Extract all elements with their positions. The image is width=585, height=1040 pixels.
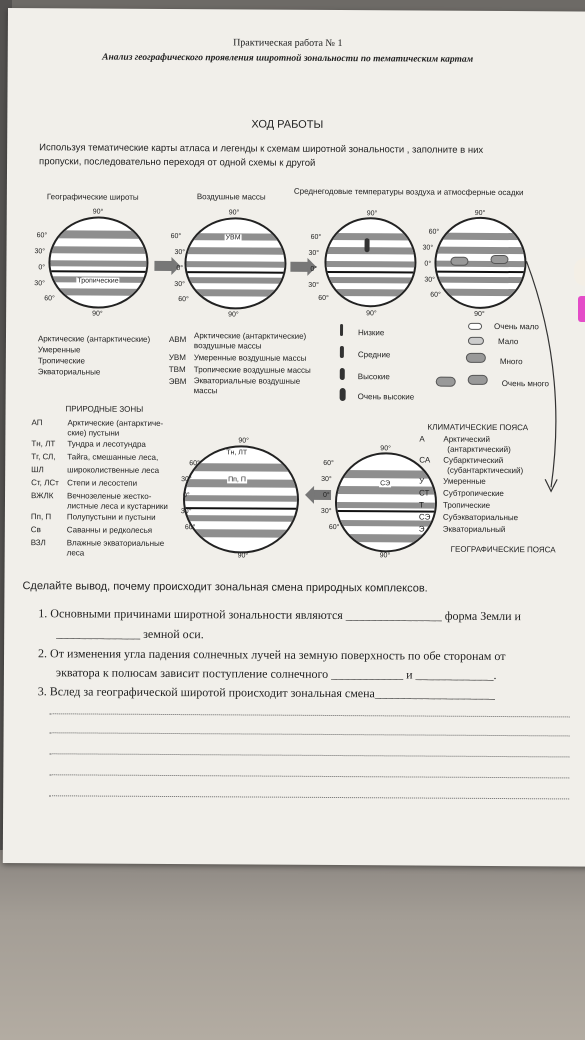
nature-zone-text: Арктические (антарктиче- (67, 418, 164, 428)
nature-zone-code: Ст, ЛСт (31, 478, 59, 488)
g3-lat-90-bottom: 90° (366, 310, 377, 318)
thermometer-icon (365, 238, 370, 252)
g1-lat-90-bottom: 90° (92, 310, 103, 318)
climate-belt-text: Умеренные (443, 476, 486, 486)
legend-lat-temperate: Умеренные (37, 345, 81, 355)
climate-belt-text: Арктический (443, 434, 490, 444)
climate-belt-text: Субтропические (443, 488, 504, 499)
arrow-right-2 (290, 262, 308, 272)
answer-line[interactable] (50, 732, 570, 736)
tn-lt-label: Тн, ЛТ (226, 449, 248, 457)
nature-zone-code: Св (30, 525, 41, 535)
g2-lat-0: 0° (176, 265, 184, 273)
g6-lat-30s: 30° (320, 507, 332, 515)
g3-lat-90-top: 90° (366, 210, 378, 218)
climate-belts-title: КЛИМАТИЧЕСКИЕ ПОЯСА (427, 422, 529, 433)
g2-lat-90-bottom: 90° (228, 311, 239, 319)
legend-precip-very-little: Очень мало (494, 321, 539, 332)
pink-object (578, 296, 585, 322)
g4-lat-30: 30° (422, 244, 434, 252)
cloud-icon (450, 257, 468, 266)
cloud-very-much-icon (468, 375, 488, 385)
nature-zone-text: Влажные экваториальные (66, 538, 165, 548)
climate-belt-code: А (419, 434, 425, 444)
nature-zone-text: листные леса и кустарники (66, 501, 168, 511)
g1-lat-60s: 60° (44, 295, 55, 303)
g6-lat-60s: 60° (328, 523, 340, 532)
g6-lat-0: 0° (323, 491, 330, 499)
g1-lat-0: 0° (38, 264, 46, 272)
worksheet-page (3, 8, 585, 867)
g3-lat-30: 30° (308, 249, 320, 257)
legend-precip-much: Много (499, 357, 523, 367)
climate-belt-code: У (419, 476, 425, 486)
worksheet-title: Анализ географического проявления широтной зональности по тематическим картам (102, 52, 474, 65)
nature-zone-text: Саванны и редколесья (66, 525, 153, 535)
g3-lat-60: 60° (310, 233, 322, 241)
legend-air-code-tvm: ТВМ (168, 364, 186, 375)
legend-air-text2-evm: массы (193, 386, 218, 396)
geo-belts-title: ГЕОГРАФИЧЕСКИЕ ПОЯСА (450, 544, 556, 555)
nature-zone-text: ские) пустыни (67, 428, 120, 438)
g1-lat-30s: 30° (34, 280, 45, 288)
g2-lat-60: 60° (170, 232, 182, 241)
g5-lat-0: 0° (183, 492, 190, 500)
legend-lat-equatorial: Экваториальные (37, 367, 101, 377)
g4-lat-0: 0° (424, 260, 432, 268)
g3-lat-30s: 30° (308, 281, 319, 289)
legend-lat-arctic: Арктические (антарктические) (37, 334, 151, 344)
nature-zone-code: ШЛ (31, 465, 44, 475)
g5-lat-30: 30° (181, 476, 192, 484)
cloud-very-little-icon (468, 323, 482, 330)
climate-belt-code: СА (419, 455, 431, 465)
legend-temp-medium: Средние (357, 350, 391, 360)
answer-line[interactable] (49, 774, 569, 778)
g5-lat-60s: 60° (184, 524, 196, 532)
instruction-line-1: Используя тематические карты атласа и легенды к схемам широтной зональности , заполните в них (39, 142, 484, 156)
g6-lat-30: 30° (321, 475, 332, 483)
climate-belt-code: Т (418, 500, 424, 510)
pp-label: Пп, П (228, 476, 246, 484)
scheme-3-title: Среднегодовые температуры воздуха и атмосферные осадки (293, 186, 524, 198)
nature-zones-title: ПРИРОДНЫЕ ЗОНЫ (65, 404, 144, 414)
g5-lat-30s: 30° (180, 508, 192, 516)
legend-air-code-evm: ЭВМ (168, 376, 187, 387)
legend-air-text-avm: Арктические (антарктические) (193, 331, 307, 341)
nature-zone-text: Степи и лесостепи (67, 478, 138, 488)
legend-temp-high: Высокие (357, 372, 390, 382)
legend-air-text-tvm: Тропические воздушные массы (193, 365, 311, 375)
legend-lat-tropical: Тропические (37, 356, 86, 366)
climate-belt-text: (субантарктический) (447, 465, 524, 476)
thermometer-very-high-icon (340, 388, 346, 401)
legend-air-code-avm: АВМ (168, 334, 187, 345)
g3-lat-0: 0° (310, 265, 318, 273)
g1-lat-90-top: 90° (92, 208, 104, 216)
nature-zone-code: АП (31, 418, 43, 428)
thermometer-low-icon (340, 324, 343, 336)
g4-lat-90-bottom: 90° (474, 310, 485, 318)
thermometer-high-icon (340, 368, 345, 380)
nature-zone-text: широколиственные леса (67, 465, 160, 475)
conclusion-intro: Сделайте вывод, почему происходит зональная смена природных комплексов. (22, 580, 428, 595)
g6-lat-90-bottom: 90° (379, 552, 391, 560)
climate-belt-text: Субарктический (443, 455, 504, 466)
nature-zone-code: ВЗЛ (30, 538, 46, 548)
instruction-line-2: пропуски, последовательно переходя от одной схемы к другой (39, 156, 316, 169)
cloud-little-icon (468, 337, 484, 345)
answer-line[interactable] (50, 713, 570, 717)
g1-lat-30: 30° (34, 248, 46, 256)
scheme-1-title: Географические широты (46, 192, 139, 202)
climate-belt-text: Тропические (442, 500, 491, 510)
nature-zone-text: Полупустыни и пустыни (66, 512, 156, 522)
climate-belt-text: Субэкваториальные (442, 512, 519, 523)
g2-lat-60s: 60° (178, 296, 189, 304)
legend-air-text-uvm: Умеренные воздушные массы (193, 353, 307, 363)
sz-label: СЭ (380, 480, 391, 488)
g4-lat-30s: 30° (424, 276, 435, 284)
nature-zone-text: Тундра и лесотундра (67, 439, 146, 449)
g4-lat-60s: 60° (430, 291, 441, 299)
practical-number: Практическая работа № 1 (233, 37, 343, 50)
g2-lat-30: 30° (174, 249, 186, 257)
arrow-right-1 (154, 261, 172, 271)
g4-lat-90-top: 90° (474, 209, 486, 217)
curved-arrow-down (505, 251, 577, 501)
g1-lat-60: 60° (36, 232, 48, 240)
nature-zone-text: Вечнозеленые жестко- (66, 491, 152, 501)
tropical-label: Тропические (77, 277, 119, 285)
question-1-line-2[interactable]: ______________ земной оси. (56, 626, 204, 642)
climate-belt-code: СТ (419, 488, 430, 498)
cloud-much-icon (466, 353, 486, 363)
legend-air-text-evm: Экваториальные воздушные (193, 376, 301, 386)
thermometer-medium-icon (340, 346, 344, 358)
climate-belt-text: Экваториальный (442, 524, 506, 535)
g6-lat-60: 60° (323, 459, 334, 467)
question-2-line-2[interactable]: экватора к полюсам зависит поступление солнечного ____________ и _____________. (55, 665, 497, 682)
nature-zone-text: леса (66, 548, 85, 558)
globe-latitudes (48, 216, 149, 309)
background-table (0, 850, 585, 1040)
g5-lat-60: 60° (189, 460, 200, 468)
paper-hole-tab (574, 258, 585, 286)
cloud-very-much-icon (436, 377, 456, 387)
legend-temp-low: Низкие (357, 328, 385, 338)
scheme-2-title: Воздушные массы (196, 192, 266, 202)
nature-zone-code: Тн, ЛТ (31, 439, 56, 449)
globe-air-masses (184, 217, 287, 310)
legend-precip-little: Мало (497, 336, 519, 347)
climate-belt-code: СЭ (418, 512, 431, 522)
nature-zone-code: Пп, П (30, 512, 52, 522)
nature-zone-code: Тг, СЛ, (31, 452, 56, 462)
climate-belt-code: Э (418, 524, 425, 534)
legend-air-text2-avm: воздушные массы (193, 341, 262, 351)
nature-zone-code: ВЖЛК (30, 491, 54, 501)
nature-zone-text: Тайга, смешанные леса, (67, 452, 159, 462)
answer-line[interactable] (49, 753, 569, 757)
g6-lat-90-top: 90° (380, 445, 391, 453)
globe-temperature (324, 217, 417, 308)
section-heading: ХОД РАБОТЫ (251, 118, 324, 131)
question-1-line-1[interactable]: 1. Основными причинами широтной зональности являются ________________ форма Земли и (38, 606, 522, 624)
legend-temp-very-high: Очень высокие (357, 392, 415, 402)
question-2-line-1: 2. От изменения угла падения солнечных лучей на земную поверхность по обе сторонам от (38, 646, 506, 664)
legend-air-code-uvm: УВМ (168, 352, 186, 363)
g2-lat-30s: 30° (174, 281, 185, 289)
g5-lat-90-top: 90° (238, 437, 249, 445)
climate-belt-text: (антарктический) (447, 444, 511, 455)
legend-precip-very-much: Очень много (501, 379, 549, 389)
g4-lat-60: 60° (428, 228, 440, 236)
uvm-label: УВМ (225, 234, 241, 242)
g2-lat-90-top: 90° (228, 209, 240, 217)
g3-lat-60s: 60° (318, 294, 329, 302)
question-3-line[interactable]: 3. Вслед за географической широтой происходит зональная смена____________________ (37, 684, 495, 701)
g5-lat-90-bottom: 90° (237, 552, 249, 560)
answer-line[interactable] (49, 795, 569, 799)
